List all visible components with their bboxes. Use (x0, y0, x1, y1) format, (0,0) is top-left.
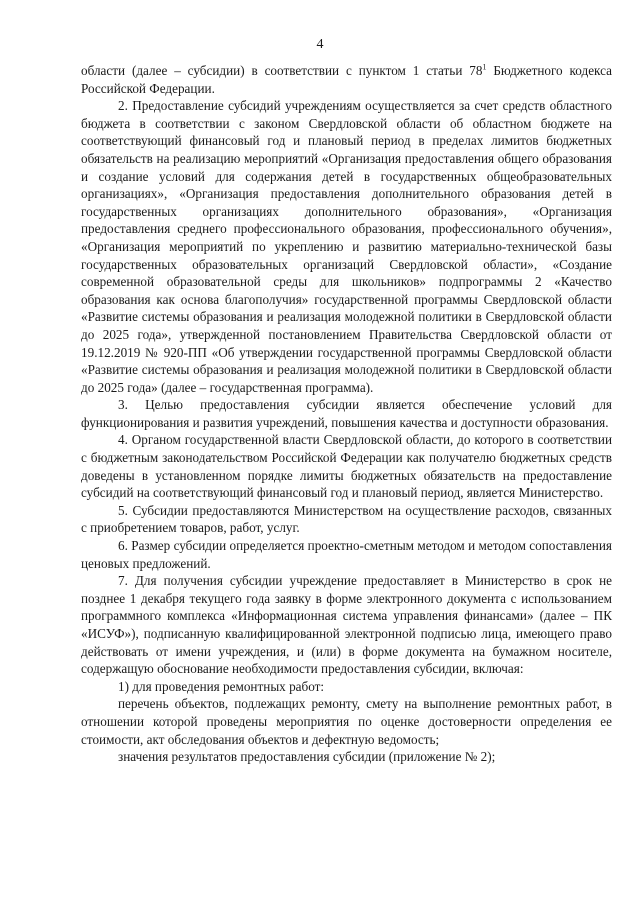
paragraph-continuation (81, 62, 612, 97)
paragraph-5: 5. Субсидии предоставляются Министерством на осуществление расходов, связанных с приобретением товаров, работ, услуг. (81, 502, 612, 536)
paragraph-7: 7. Для получения субсидии учреждение предоставляет в Министерство в срок не позднее 1 декабря текущего года заявку в форме электронного документа с использованием программного комплекса «Информационная система управления финансами» (далее – ПК «ИСУФ»), подписанную квалифицированной электронной подписью лица, имеющего право действовать от имени учреждения, и (или) в форме документа на бумажном носителе, содержащую обоснование необходимости предоставления субсидии, включая: (81, 573, 612, 677)
paragraph-item-results: значения результатов предоставления субсидии (приложение № 2); (118, 749, 496, 765)
paragraph-7-item-1: 1) для проведения ремонтных работ: (118, 678, 325, 694)
paragraph-item-list-objects: перечень объектов, подлежащих ремонту, смету на выполнение ремонтных работ, в отношении которой проведены мероприятия по оценке достоверности определения ее стоимости, акт обследования объектов и дефектную ведомость; (81, 696, 612, 747)
page-number: 4 (316, 37, 324, 52)
paragraph-2: 2. Предоставление субсидий учреждениям осуществляется за счет средств областного бюджета в соответствии с законом Свердловской области об областном бюджете на соответствующий финансовый год и плановый период в пределах лимитов бюджетных обязательств на реализацию мероприятий «Организация предоставления общего образования и создание условий для содержания детей в государственных общеобразовательных организациях», «Организация предоставления дополнительного образования детей в государственных организациях дополнительного образования», «Организация предоставления среднего профессионального образования, профессионального обучения», «Организация мероприятий по укреплению и развитию материально-технической базы государственных образовательных организаций Свердловской области», «Создание современной образовательной среды для школьников» подпрограммы 2 «Качество образования как основа благополучия» государственной программы Свердловской области «Развитие системы образования и реализация молодежной политики в Свердловской области до 2025 года», утвержденной постановлением Правительства Свердловской области от 19.12.2019 № 920-ПП «Об утверждении государственной программы Свердловской области «Развитие системы образования и реализация молодежной политики в Свердловской области до 2025 года» (далее – государственная программа). (81, 98, 612, 395)
paragraph-3: 3. Целью предоставления субсидии является обеспечение условий для функционирования и развития учреждений, повышения качества и доступности образования. (81, 397, 612, 430)
paragraph-text: области (далее – субсидии) в соответствии с пунктом 1 статьи 78 (81, 63, 483, 78)
superscript: 1 (482, 62, 487, 72)
paragraph-6: 6. Размер субсидии определяется проектно-сметным методом и методом сопоставления ценовых предложений. (81, 538, 612, 571)
document-body (81, 62, 612, 766)
paragraph-text-tail: Бюджетного кодекса Российской Федерации. (81, 63, 612, 96)
paragraph-4: 4. Органом государственной власти Свердловской области, до которого в соответствии с бюджетным законодательством Российской Федерации как получателю бюджетных средств доведены в установленном порядке лимиты бюджетных обязательств на предоставление субсидий на соответствующий финансовый год и плановый период, является Министерство. (81, 432, 612, 501)
